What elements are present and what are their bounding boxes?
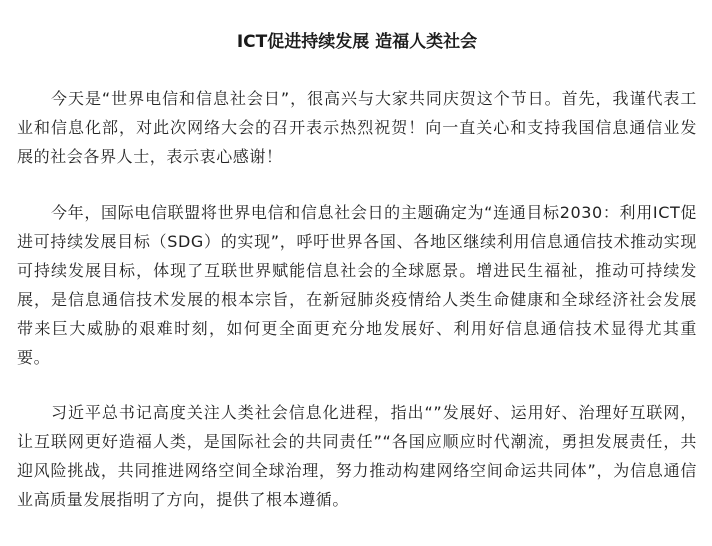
article-paragraph-2: 今年，国际电信联盟将世界电信和信息社会日的主题确定为“连通目标2030：利用ICT促进可持续发展目标（SDG）的实现”，呼吁世界各国、各地区继续利用信息通信技术推动实现可持续发展目标，体现了互联世界赋能信息社会的全球愿景。增进民生福祉，推动可持续发展，是信息通信技术发展的根本宗旨，在新冠肺炎疫情给人类生命健康和全球经济社会发展带来巨大威胁的艰难时刻，如何更全面更充分地发展好、利用好信息通信技术显得尤其重要。 bbox=[17, 203, 697, 367]
article-paragraph-3: 习近平总书记高度关注人类社会信息化进程，指出“”发展好、运用好、治理好互联网，让互联网更好造福人类，是国际社会的共同责任”“各国应顺应时代潮流，勇担发展责任，共迎风险挑战，共同推进网络空间全球治理，努力推动构建网络空间命运共同体”，为信息通信业高质量发展指明了方向，提供了根本遵循。 bbox=[17, 403, 697, 509]
article-paragraph-1: 今天是“世界电信和信息社会日”，很高兴与大家共同庆贺这个节日。首先，我谨代表工业和信息化部，对此次网络大会的召开表示热烈祝贺！向一直关心和支持我国信息通信业发展的社会各界人士，表示衷心感谢！ bbox=[17, 89, 697, 166]
article-title: ICT促进持续发展 造福人类社会 bbox=[236, 32, 478, 52]
